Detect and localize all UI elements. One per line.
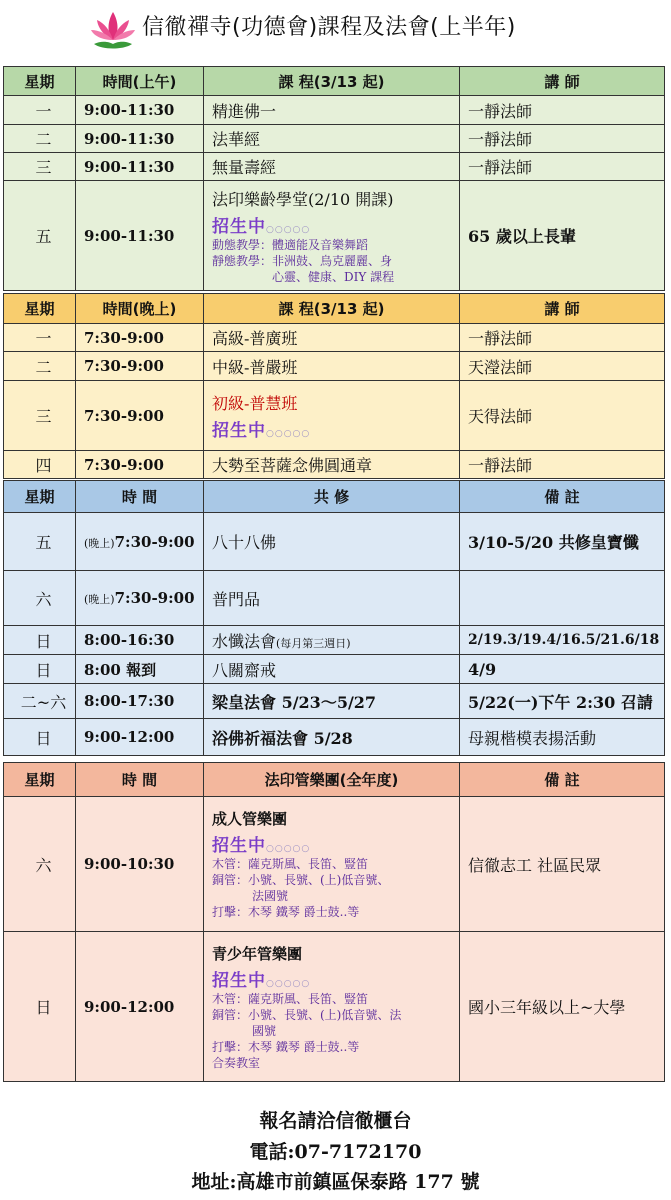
time-cell: 9:00-11:30 <box>76 181 204 291</box>
teacher-cell: 一靜法師 <box>460 96 665 125</box>
header-time: 時 間 <box>76 763 204 797</box>
header-teacher: 講 師 <box>460 294 665 324</box>
table-row <box>4 797 665 932</box>
day-cell: 日 <box>4 626 76 655</box>
table-row <box>4 684 665 719</box>
time-cell: 7:30-9:00 <box>76 324 204 352</box>
course-cell: 大勢至菩薩念佛圓通章 <box>204 451 460 479</box>
note-cell: 信徹志工 社區民眾 <box>460 797 665 932</box>
day-cell: 三 <box>4 381 76 451</box>
practice-cell: 浴佛祈福法會 5/28 <box>204 719 460 756</box>
time-cell: 9:00-12:00 <box>76 932 204 1082</box>
band-title: 成人管樂團 <box>212 810 288 828</box>
day-cell: 二~六 <box>4 684 76 719</box>
practice-cell: 八關齋戒 <box>204 655 460 684</box>
recruiting-badge: 招生中○○○○○ <box>212 216 311 237</box>
band-cell <box>204 797 460 932</box>
course-cell: 高級-普廣班 <box>204 324 460 352</box>
header-teacher: 講 師 <box>460 67 665 96</box>
header-time: 時間(上午) <box>76 67 204 96</box>
teacher-cell: 一靜法師 <box>460 324 665 352</box>
time-cell: 7:30-9:00 <box>76 381 204 451</box>
time-cell: 9:00-11:30 <box>76 96 204 125</box>
day-cell: 一 <box>4 324 76 352</box>
teacher-cell: 天得法師 <box>460 381 665 451</box>
time-cell: 8:00-17:30 <box>76 684 204 719</box>
practice-cell: 八十八佛 <box>204 513 460 571</box>
day-cell: 日 <box>4 719 76 756</box>
header-note: 備 註 <box>460 763 665 797</box>
day-cell: 六 <box>4 571 76 626</box>
time-cell: 8:00-16:30 <box>76 626 204 655</box>
time-cell: (晚上)7:30-9:00 <box>76 513 204 571</box>
table-row <box>4 655 665 684</box>
band-title: 青少年管樂團 <box>212 944 303 963</box>
band-description: 木管：薩克斯風、長笛、豎笛 銅管：小號、長號、(上)低音號、法 國號 打擊：木琴 鐵琴 爵士鼓..等 合奏教室 <box>212 991 402 1070</box>
header-practice: 共 修 <box>204 481 460 513</box>
course-description: 動態教學：體適能及音樂舞蹈 靜態教學：非洲鼓、烏克麗麗、身 心靈、健康、DIY 課程 <box>212 237 395 284</box>
course-title: 法印樂齡學堂(2/10 開課) <box>212 189 394 209</box>
time-cell: 9:00-10:30 <box>76 797 204 932</box>
course-cell: 法華經 <box>204 125 460 153</box>
time-cell: 9:00-12:00 <box>76 719 204 756</box>
morning-schedule-table <box>3 66 665 291</box>
table-row <box>4 513 665 571</box>
note-cell: 3/10-5/20 共修皇寶懺 <box>460 513 665 571</box>
recruiting-badge: 招生中○○○○○ <box>212 970 311 991</box>
table-row <box>4 352 665 381</box>
practice-cell: 水懺法會(每月第三週日) <box>204 626 460 655</box>
course-cell: 精進佛一 <box>204 96 460 125</box>
table-header-row <box>4 763 665 797</box>
course-cell: 中級-普嚴班 <box>204 352 460 381</box>
lotus-logo-icon <box>88 6 138 56</box>
table-header-row <box>4 67 665 96</box>
table-row <box>4 719 665 756</box>
footer-address: 地址:高雄市前鎮區保泰路 177 號 <box>191 1171 480 1193</box>
header-time: 時間(晚上) <box>76 294 204 324</box>
table-row <box>4 96 665 125</box>
day-cell: 五 <box>4 513 76 571</box>
teacher-cell: 65 歲以上長輩 <box>460 181 665 291</box>
day-cell: 一 <box>4 96 76 125</box>
table-header-row <box>4 294 665 324</box>
note-cell: 2/19.3/19.4/16.5/21.6/18 <box>460 626 665 655</box>
recruiting-badge: 招生中○○○○○ <box>212 836 311 856</box>
teacher-cell: 一靜法師 <box>460 451 665 479</box>
band-schedule-table <box>3 762 665 1082</box>
note-cell: 國小三年級以上~大學 <box>460 932 665 1082</box>
header-day: 星期 <box>4 763 76 797</box>
header-course: 課 程(3/13 起) <box>204 294 460 324</box>
table-row <box>4 932 665 1082</box>
page-header <box>0 0 671 62</box>
course-cell <box>204 181 460 291</box>
course-title: 初級-普慧班 <box>212 393 298 413</box>
teacher-cell: 一靜法師 <box>460 125 665 153</box>
day-cell: 日 <box>4 655 76 684</box>
table-row <box>4 153 665 181</box>
teacher-cell: 天瀅法師 <box>460 352 665 381</box>
header-note: 備 註 <box>460 481 665 513</box>
time-cell: 7:30-9:00 <box>76 352 204 381</box>
header-time: 時 間 <box>76 481 204 513</box>
day-cell: 四 <box>4 451 76 479</box>
recruiting-badge: 招生中○○○○○ <box>212 420 311 441</box>
time-cell: 8:00 報到 <box>76 655 204 684</box>
table-row <box>4 324 665 352</box>
band-description: 木管：薩克斯風、長笛、豎笛 銅管：小號、長號、(上)低音號、 法國號 打擊：木琴 鐵琴 爵士鼓..等 <box>212 857 390 919</box>
teacher-cell: 一靜法師 <box>460 153 665 181</box>
table-row <box>4 181 665 291</box>
time-cell: 7:30-9:00 <box>76 451 204 479</box>
table-row <box>4 381 665 451</box>
header-day: 星期 <box>4 67 76 96</box>
note-cell: 4/9 <box>460 655 665 684</box>
header-band: 法印管樂團(全年度) <box>204 763 460 797</box>
note-cell: 母親楷模表揚活動 <box>460 719 665 756</box>
table-row <box>4 626 665 655</box>
page-title: 信徹禪寺(功德會)課程及法會(上半年) <box>142 15 516 40</box>
day-cell: 二 <box>4 352 76 381</box>
day-cell: 二 <box>4 125 76 153</box>
day-cell: 六 <box>4 797 76 932</box>
footer-phone: 電話:07-7172170 <box>249 1141 422 1163</box>
header-day: 星期 <box>4 294 76 324</box>
course-cell <box>204 381 460 451</box>
time-cell: (晚上)7:30-9:00 <box>76 571 204 626</box>
day-cell: 五 <box>4 181 76 291</box>
day-cell: 日 <box>4 932 76 1082</box>
table-row <box>4 451 665 479</box>
group-practice-table <box>3 480 665 756</box>
header-course: 課 程(3/13 起) <box>204 67 460 96</box>
table-row <box>4 125 665 153</box>
time-cell: 9:00-11:30 <box>76 125 204 153</box>
time-cell: 9:00-11:30 <box>76 153 204 181</box>
practice-cell: 普門品 <box>204 571 460 626</box>
band-cell <box>204 932 460 1082</box>
note-cell <box>460 571 665 626</box>
table-header-row <box>4 481 665 513</box>
footer-signup: 報名請洽信徹櫃台 <box>259 1110 412 1132</box>
day-cell: 三 <box>4 153 76 181</box>
header-day: 星期 <box>4 481 76 513</box>
practice-cell: 梁皇法會 5/23～5/27 <box>204 684 460 719</box>
table-row <box>4 571 665 626</box>
course-cell: 無量壽經 <box>204 153 460 181</box>
note-cell: 5/22(一)下午 2:30 召請 <box>460 684 665 719</box>
evening-schedule-table <box>3 293 665 479</box>
